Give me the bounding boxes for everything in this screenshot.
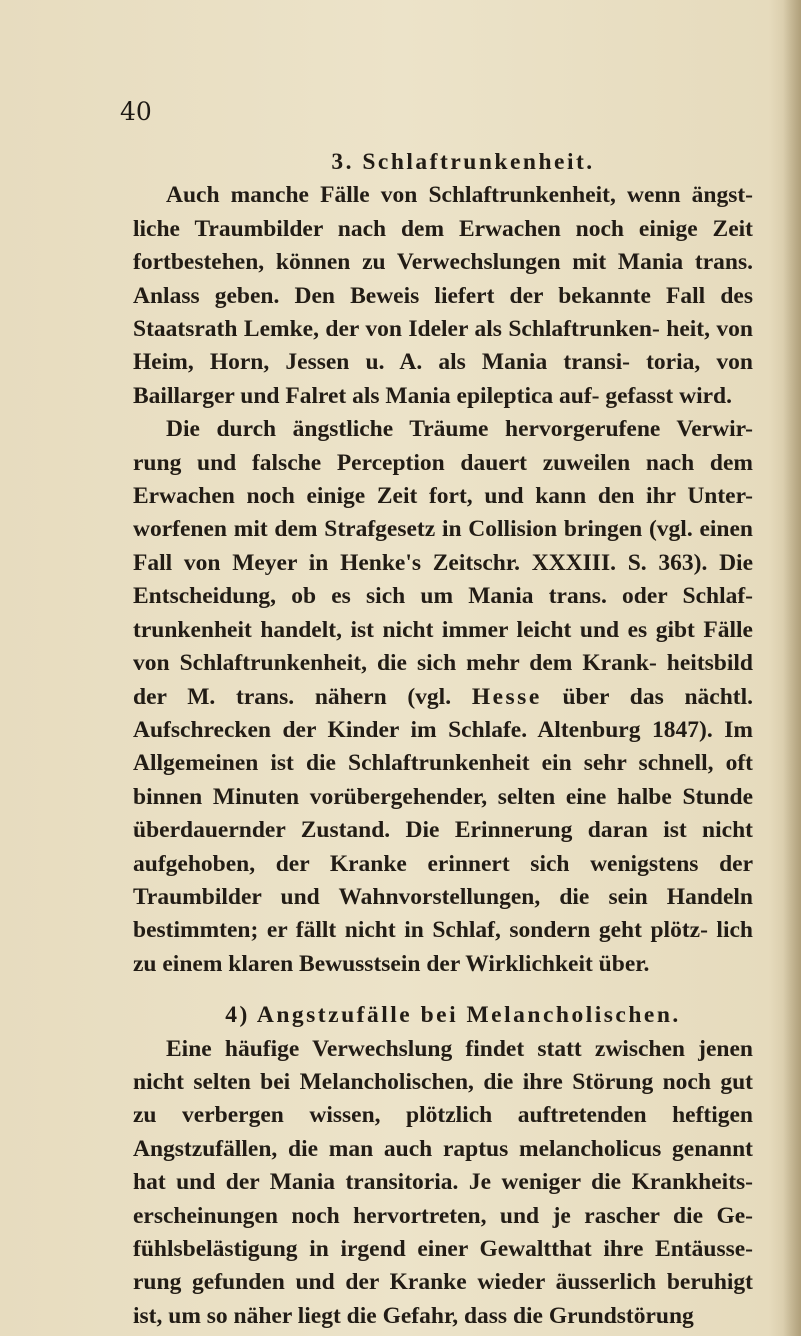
paragraph-3: Eine häufige Verwechslung findet statt zwischen jenen nicht selten bei Melancholischen, die ihre Störung noch gut zu verbergen wissen, plötzlich auftretenden heftigen Angstzufällen, die man auch raptus melancholicus genannt hat und der Mania transitoria. Je weniger die Krankheits- erscheinungen noch hervortreten, und je rascher die Ge- fühlsbelästigung in irgend einer Gewaltthat ihre Entäusse- rung gefunden und der Kranke wieder äusserlich beruhigt ist, um so näher liegt die Gefahr, dass die Grundstörung	[133, 1035, 753, 1329]
page-number: 40	[120, 97, 152, 126]
author-name-hesse: Hesse	[471, 683, 542, 710]
paragraph-1: Auch manche Fälle von Schlaftrunkenheit, wenn ängst- liche Traumbilder nach dem Erwachen noch einige Zeit fortbestehen, können zu Verwechslungen mit Mania trans. Anlass geben. Den Beweis liefert der bekannte Fall des Staatsrath Lemke, der von Ideler als Schlaftrunken- heit, von Heim, Horn, Jessen u. A. als Mania transi- toria, von Baillarger und Falret als Mania epileptica auf- gefasst wird.	[133, 182, 753, 409]
section-number: 3.	[331, 149, 354, 175]
paragraph-2-text-before: Die durch ängstliche Träume hervorgerufene Verwir- rung und falsche Perception dauert zuweilen nach dem Erwachen noch einige Zeit fort, und kann den ihr Unter- worfenen mit dem Strafgesetz in Collision bringen (vgl. einen Fall von Meyer in Henke's Zeitschr. XXXIII. S. 363). Die Entscheidung, ob es sich um Mania trans. oder Schlaf- trunkenheit handelt, ist nicht immer leicht und es gibt Fälle von Schlaftrunkenheit, die sich mehr dem Krank- heitsbild der M. trans. nähern (vgl.	[133, 416, 753, 710]
page-text	[133, 146, 753, 1333]
page-edge-shadow	[783, 0, 801, 1336]
section-heading-3	[133, 146, 753, 179]
section-heading-4	[133, 999, 753, 1032]
paragraph-2	[133, 413, 753, 981]
section-title: Schlaftrunkenheit.	[362, 149, 595, 175]
section-title: Angstzufälle bei Melancholischen.	[256, 1002, 681, 1029]
section-number: 4)	[225, 1002, 250, 1029]
paragraph-2-text-after: über das nächtl. Aufschrecken der Kinder im Schlafe. Altenburg 1847). Im Allgemeinen ist die Schlaftrunkenheit ein sehr schnell, oft binnen Minuten vorübergehender, selten eine halbe Stunde überdauernder Zustand. Die Erinnerung daran ist nicht aufgehoben, der Kranke erinnert sich wenigstens der Traumbilder und Wahnvorstellungen, die sein Handeln bestimmten; er fällt nicht in Schlaf, sondern geht plötz- lich zu einem klaren Bewusstsein der Wirklichkeit über.	[133, 683, 753, 977]
